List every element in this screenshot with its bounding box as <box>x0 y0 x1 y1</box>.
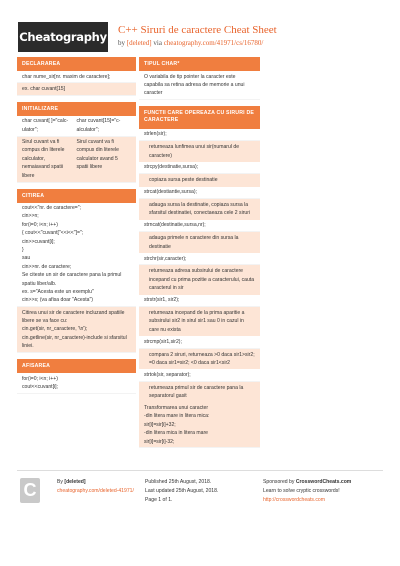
code-line: cin.get(sir, nr_caractere, '\n'); <box>22 326 88 333</box>
table-row <box>17 137 136 183</box>
sponsor-tagline: Learn to solve cryptic crosswords! <box>263 488 340 495</box>
code-line: sau <box>22 255 31 262</box>
sponsor-name-link[interactable]: CrosswordCheats.com <box>295 479 352 485</box>
section-tipul-char <box>139 57 260 100</box>
footer-author-url[interactable]: cheatography.com/deleted-41971/ <box>57 488 134 495</box>
code-block <box>17 203 136 308</box>
section-heading: AFISAREA <box>17 359 136 373</box>
footer <box>17 470 383 510</box>
via-text: via <box>153 39 162 47</box>
function-item <box>139 162 260 187</box>
function-name: strlen(sir); <box>139 129 260 141</box>
code-line: cin>>s; (va afisa doar "Acesta") <box>22 297 93 304</box>
code-line: cin>>cuvant[i]; <box>22 238 55 245</box>
cheatography-logo[interactable]: Cheatography <box>18 22 108 52</box>
function-item <box>139 253 260 295</box>
function-item <box>139 220 260 253</box>
left-column <box>17 57 136 400</box>
footer-sponsor <box>263 478 351 505</box>
footer-author <box>57 478 134 496</box>
function-item <box>139 369 260 402</box>
code-line: } <box>22 246 24 253</box>
function-desc: copiaza sursa peste destinatie <box>139 174 260 186</box>
function-item <box>139 295 260 337</box>
function-name: strtok(sir, separator); <box>139 369 260 381</box>
code-block <box>17 373 136 394</box>
table-cell: Sirul cuvant va fi compus din literele calculator avand 5 spatii libere <box>76 139 119 171</box>
function-item <box>139 336 260 369</box>
list-item: char nume_sir[nr. maxim de caractere]; <box>17 71 136 83</box>
function-item <box>139 187 260 220</box>
function-desc: adauga primele n caractere din sursa la destinatie <box>139 232 260 253</box>
code-line: cout<<cuvant[i]; <box>22 384 58 391</box>
section-functii <box>139 106 260 448</box>
code-line: Se citeste un sir de caractere pana la primul spatiu liber/alb. <box>22 272 122 287</box>
byline <box>118 39 263 47</box>
published-date: Published 25th August, 2018. <box>145 479 212 485</box>
code-line: cin>>nr. de caractere; <box>22 263 72 270</box>
section-initializare <box>17 102 136 183</box>
sponsor-url-link[interactable]: http://crosswordcheats.com <box>263 497 325 504</box>
list-item: ex. char cuvant[15] <box>17 83 136 95</box>
table-cell: char cuvant[ ]="calc-ulator"; <box>22 118 69 133</box>
code-block <box>17 307 136 353</box>
table-row <box>17 116 136 137</box>
footer-author-link[interactable]: [deleted] <box>64 479 86 485</box>
function-name: strcpy(destinatie,sursa); <box>139 162 260 174</box>
footer-dates <box>145 478 218 505</box>
function-desc: returneaza incepand de la prima aparitie a subsirului sir2 in sirul sir1 sau 0 in cazul in care nu exista <box>139 307 260 336</box>
function-desc: adauga sursa la destinatie, copiaza sursa la sfarsitul destinatiei, conectaeaza cele 2 siruri <box>139 199 260 220</box>
function-item <box>139 129 260 162</box>
function-name: strncat(destinatie,sursa,nr); <box>139 220 260 232</box>
table-cell: char cuvant[15]="c-alculator"; <box>76 118 121 133</box>
code-line: cin>>n; <box>22 213 39 220</box>
code-line: sir[i]=sir[i]-32; <box>144 438 175 445</box>
function-desc: returneaza lunfimea unui sir(numarul de caractere) <box>139 141 260 162</box>
section-declarare <box>17 57 136 96</box>
section-text: O variabila de tip pointer la caracter este capabila sa retina adresa de memorie a unui caracter <box>139 71 260 100</box>
function-name: strcat(destiantie,sursa); <box>139 187 260 199</box>
section-heading: CITIREA <box>17 189 136 203</box>
transform-note <box>139 403 260 449</box>
section-heading: FUNCTII CARE OPEREAZA CU SIRURI DE CARACTERE <box>139 106 260 129</box>
section-afisarea <box>17 359 136 394</box>
table-cell: Sirul cuvant va fi compus din literele calculator, nemaiavand spatii libere <box>22 139 65 179</box>
sponsor-label: Sponsored by <box>263 479 295 485</box>
sheet-url-link[interactable]: cheatography.com/41971/cs/16780/ <box>163 39 264 47</box>
header <box>18 22 382 52</box>
page-title: C++ Siruri de caractere Cheat Sheet <box>118 24 277 36</box>
code-line: -din litera mica in litera mare <box>144 430 208 437</box>
code-line: for(i=0; i<n; i++) <box>22 375 58 382</box>
section-citirea <box>17 189 136 354</box>
avatar: C <box>20 478 40 503</box>
code-line: cout<<"nr. de caractere="; <box>22 205 81 212</box>
function-name: strchr(sir,caracter); <box>139 253 260 265</box>
code-line: Citirea unui sir de caractere incluzand spatiile libere se va face cu: <box>22 309 125 325</box>
by-prefix: by <box>118 39 125 47</box>
function-name: strcmp(sir1,sir2); <box>139 336 260 348</box>
code-line: sir[i]=sir[i]+32; <box>144 421 176 428</box>
author-link[interactable]: [deleted] <box>126 39 152 47</box>
right-column <box>139 57 260 454</box>
section-heading: INITIALIZARE <box>17 102 136 116</box>
function-desc: returneaza primul sir de caractere pana la separatorul gasit <box>139 382 260 403</box>
function-name: strstr(sir1, sir2); <box>139 295 260 307</box>
code-line: cin.getline(sir, nr_caractere)-include si sfarsitul liniei. <box>22 334 127 350</box>
code-line: for(i=0; i<n; i++) <box>22 221 58 228</box>
page-count: Page 1 of 1. <box>145 497 173 504</box>
code-line: -din litera mare in litera mica: <box>144 413 210 420</box>
code-line: ex. s="Acesta este un exemplu" <box>22 288 94 295</box>
updated-date: Last updated 25th August, 2018. <box>145 488 219 495</box>
footer-by: By <box>57 479 63 485</box>
section-heading: DECLARAREA <box>17 57 136 71</box>
code-line: Transformarea unui caracter <box>144 405 209 411</box>
function-desc: returneaza adresa subsirului de caractere incepand cu prima pozitie a caracterului, cauta caracterul in sir <box>139 265 260 294</box>
function-desc: compara 2 siruri, returneaza >0 daca sir1>sir2; =0 daca sir1=sir2; <0 daca sir1<sir2 <box>139 349 260 370</box>
code-line: { cout<<"cuvant["<<i<<"]="; <box>22 230 84 237</box>
section-heading: TIPUL CHAR* <box>139 57 260 71</box>
